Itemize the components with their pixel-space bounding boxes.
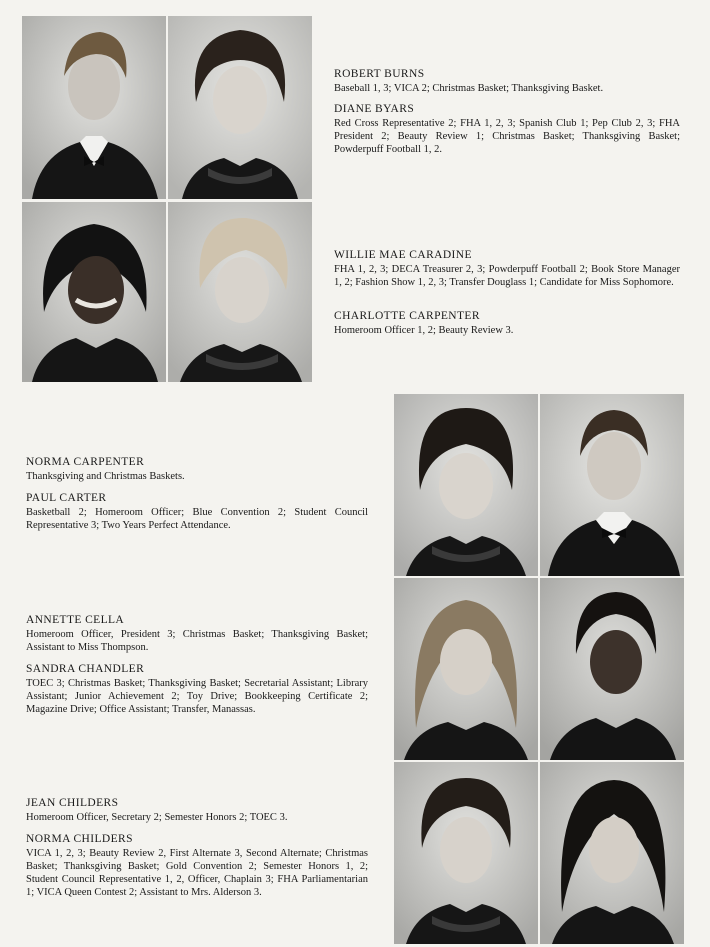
entry-paul-carter: [26, 492, 368, 532]
entry-norma-carpenter: [26, 456, 368, 483]
portrait-robert-burns: [22, 16, 166, 199]
student-activities: Homeroom Officer, Secretary 2; Semester Honors 2; TOEC 3.: [26, 812, 288, 823]
portrait-norma-carpenter: [394, 394, 538, 576]
portrait-paul-carter: [540, 394, 684, 576]
student-name: WILLIE MAE CARADINE: [334, 249, 472, 261]
student-activities: VICA 1, 2, 3; Beauty Review 2, First Alternate 3, Second Alternate; Christmas Basket; Thanksgiving Basket; Gold Convention 2; Semester Honors 1, 2; Student Council Representative 1, 2, Officer, Chaplain 3; FHA Parliamentarian 1; VICA Queen Contest 2; Assistant to Mrs. Alderson 3.: [26, 848, 368, 898]
entry-diane-byars: [334, 103, 680, 156]
portrait-diane-byars: [168, 16, 312, 199]
portrait-jean-childers: [394, 762, 538, 944]
entry-annette-cella: [26, 614, 368, 654]
student-name: NORMA CARPENTER: [26, 456, 145, 468]
student-name: ROBERT BURNS: [334, 68, 425, 80]
student-activities: Homeroom Officer 1, 2; Beauty Review 3.: [334, 325, 514, 336]
student-name: SANDRA CHANDLER: [26, 663, 145, 675]
entry-jean-childers: [26, 797, 368, 824]
student-activities: TOEC 3; Christmas Basket; Thanksgiving Basket; Secretarial Assistant; Library Assistant; Junior Achievement 2; Toy Drive; Bookkeeping Certificate 2; Magazine Drive; Office Assistant; Transfer, Manassas.: [26, 678, 368, 715]
student-activities: Red Cross Representative 2; FHA 1, 2, 3; Spanish Club 1; Pep Club 2, 3; FHA President 2; Beauty Review 1; Christmas Basket; Thanksgiving Basket; Powderpuff Football 1, 2.: [334, 118, 680, 155]
student-name: ANNETTE CELLA: [26, 614, 125, 626]
student-name: CHARLOTTE CARPENTER: [334, 310, 480, 322]
student-activities: Basketball 2; Homeroom Officer; Blue Convention 2; Student Council Representative 3; Two Years Perfect Attendance.: [26, 507, 368, 531]
student-name: JEAN CHILDERS: [26, 797, 119, 809]
portrait-charlotte-carpenter: [168, 202, 312, 382]
portrait-willie-mae-caradine: [22, 202, 166, 382]
student-activities: Thanksgiving and Christmas Baskets.: [26, 471, 185, 482]
student-activities: Homeroom Officer, President 3; Christmas Basket; Thanksgiving Basket; Assistant to Miss Thompson.: [26, 629, 368, 653]
student-activities: Baseball 1, 3; VICA 2; Christmas Basket; Thanksgiving Basket.: [334, 83, 604, 94]
photo-block-top: [22, 16, 312, 382]
photo-block-bottom: [394, 394, 684, 944]
student-activities: FHA 1, 2, 3; DECA Treasurer 2, 3; Powderpuff Football 2; Book Store Manager 1, 2; Fashion Show 1, 2, 3; Transfer Douglass 1; Candidate for Miss Sophomore.: [334, 264, 680, 288]
entry-robert-burns: [334, 68, 680, 95]
entry-charlotte-carpenter: [334, 310, 680, 337]
student-name: DIANE BYARS: [334, 103, 415, 115]
entry-willie-mae-caradine: [334, 249, 680, 289]
entry-norma-childers: [26, 833, 368, 899]
student-name: NORMA CHILDERS: [26, 833, 133, 845]
student-name: PAUL CARTER: [26, 492, 107, 504]
entry-sandra-chandler: [26, 663, 368, 716]
portrait-sandra-chandler: [540, 578, 684, 760]
portrait-norma-childers: [540, 762, 684, 944]
portrait-annette-cella: [394, 578, 538, 760]
